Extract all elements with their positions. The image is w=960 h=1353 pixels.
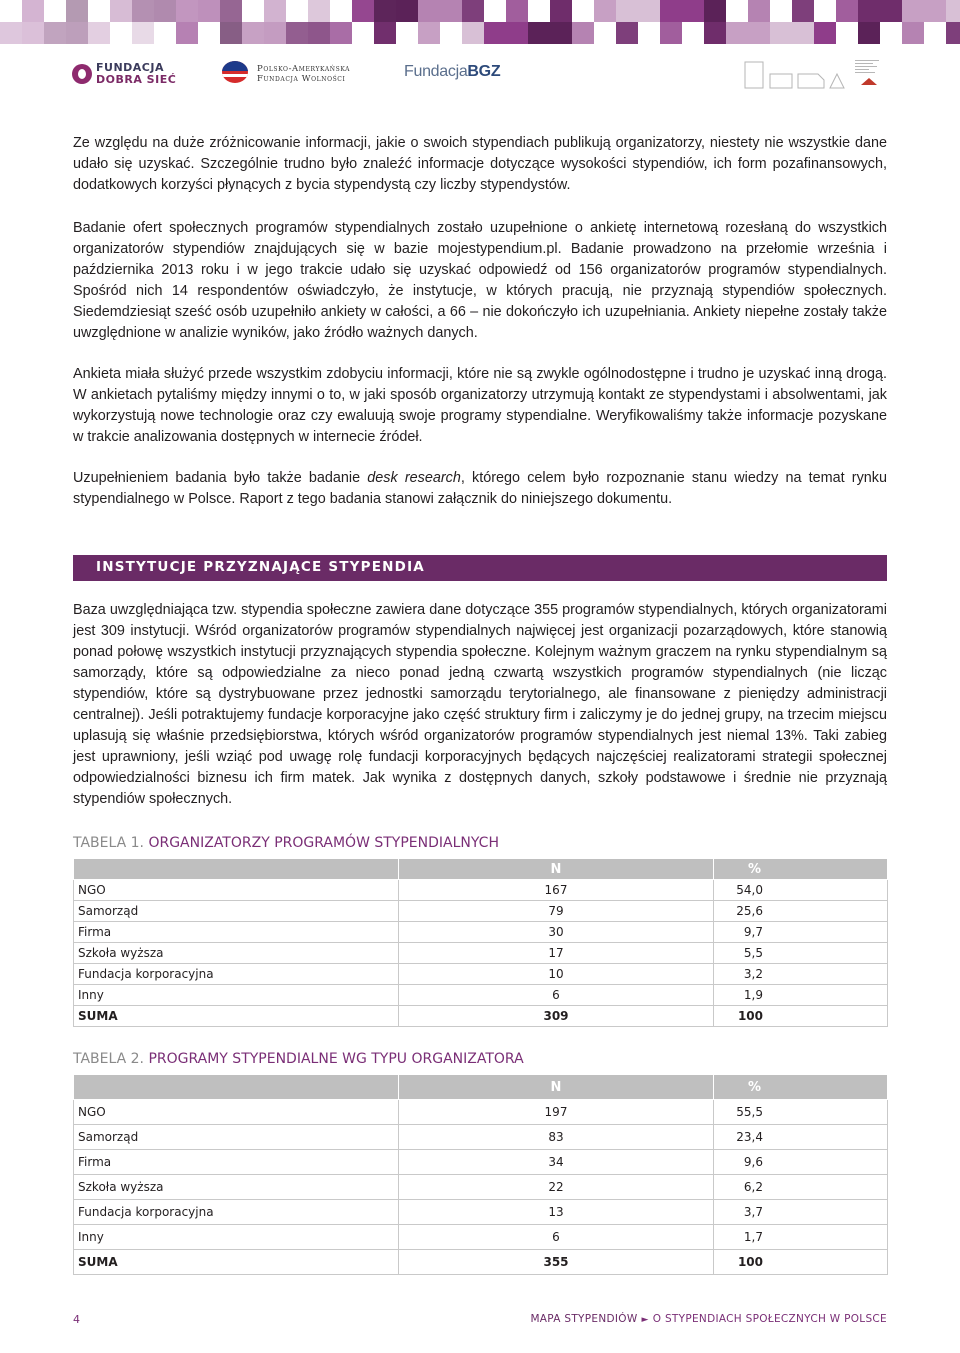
paragraph: Ankieta miała służyć przede wszystkim zdobyciu informacji, które nie są zwykle ogólnodostępne i trudno je uzyskać inną drogą. W ankietach pytaliśmy między innymi o to, w jaki sposób organizatorzy utrzymują kontakt ze stypendystami i absolwentami, jak wykorzystują nowe technologie oraz czy ewaluują swoje programy stypendialne. Weryfikowaliśmy także informacje pozyskane w trakcie analizowania dostępnych w internecie źródeł. [73, 366, 887, 445]
mosaic-tile [66, 0, 88, 22]
mosaic-tile [220, 22, 242, 44]
mosaic-tile [110, 0, 132, 22]
table-row [74, 1225, 888, 1250]
mosaic-tile [836, 0, 858, 22]
table [73, 1074, 888, 1275]
logo-text-line: DOBRA SIEĆ [96, 73, 177, 86]
mosaic-tile [660, 0, 682, 22]
row-label: Samorząd [74, 1125, 399, 1150]
mosaic-tile [22, 22, 44, 44]
arrow-right-icon: ► [641, 1315, 649, 1325]
mosaic-tile [88, 22, 110, 44]
text-run: , którego celem było rozpoznanie stanu wiedzy na temat rynku stypendialnego w Polsce. Raport z tego badania stanowi załącznik do niniejszego dokumentu. [73, 470, 887, 507]
document-shapes-icon [744, 60, 846, 90]
footer-subtitle: O STYPENDIACH SPOŁECZNYCH W POLSCE [652, 1313, 887, 1325]
running-footer [530, 1313, 887, 1325]
row-label: Szkoła wyższa [74, 943, 399, 964]
table-row [74, 1200, 888, 1225]
table-total-row [74, 1006, 888, 1027]
mosaic-tile [264, 0, 286, 22]
mosaic-tile [374, 0, 396, 22]
cell-n: 167 [399, 880, 714, 901]
logo-text-line: FUNDACJA [96, 61, 164, 74]
mosaic-tile [924, 0, 946, 22]
cell-pct: 5,5 [714, 943, 888, 964]
cell-n: 79 [399, 901, 714, 922]
mosaic-tile [132, 22, 154, 44]
mosaic-tile [616, 22, 638, 44]
row-label: NGO [74, 880, 399, 901]
mosaic-tile [748, 0, 770, 22]
cell-n: 83 [399, 1125, 714, 1150]
mosaic-tile [660, 22, 682, 44]
mosaic-tile [66, 22, 88, 44]
logo-text-line: Polsko-Amerykańska [257, 64, 351, 74]
cell-n: 6 [399, 1225, 714, 1250]
mosaic-tile [726, 22, 748, 44]
column-header [74, 859, 399, 880]
page-number: 4 [73, 1313, 80, 1326]
cell-pct: 9,6 [714, 1150, 888, 1175]
table-title: ORGANIZATORZY PROGRAMÓW STYPENDIALNYCH [148, 835, 499, 851]
table-header-row [74, 859, 888, 880]
cell-n: 13 [399, 1200, 714, 1225]
cell-n: 197 [399, 1100, 714, 1125]
table-row [74, 985, 888, 1006]
logo-text-bold: BGZ [467, 63, 501, 80]
header-mosaic-band [0, 0, 960, 44]
row-label: Szkoła wyższa [74, 1175, 399, 1200]
pafw-logo [222, 60, 352, 86]
mosaic-tile [682, 0, 704, 22]
column-header: % [714, 1075, 888, 1100]
text-run: Uzupełnieniem badania było także badanie [73, 470, 368, 486]
mosaic-tile [44, 22, 66, 44]
cell-n: 10 [399, 964, 714, 985]
table-caption [73, 835, 499, 851]
mosaic-tile [902, 0, 924, 22]
mosaic-tile [880, 0, 902, 22]
mosaic-tile [198, 0, 220, 22]
row-label: SUMA [74, 1006, 399, 1027]
mosaic-tile [418, 0, 440, 22]
mosaic-tile [946, 22, 960, 44]
table-total-row [74, 1250, 888, 1275]
mosaic-tile [440, 0, 462, 22]
cell-n: 309 [399, 1006, 714, 1027]
cell-pct: 100 [714, 1250, 888, 1275]
mosaic-tile [396, 0, 418, 22]
mosaic-tile [902, 22, 924, 44]
mosaic-tile [264, 22, 286, 44]
mosaic-tile [418, 22, 440, 44]
table-caption [73, 1051, 524, 1067]
table-label: TABELA 1. [73, 835, 144, 851]
mosaic-tile [814, 22, 836, 44]
table-row [74, 943, 888, 964]
mosaic-tile [638, 0, 660, 22]
cell-n: 30 [399, 922, 714, 943]
mosaic-tile [330, 22, 352, 44]
table-row [74, 1125, 888, 1150]
mosaic-tile [286, 22, 308, 44]
row-label: Inny [74, 1225, 399, 1250]
mosaic-tile [506, 22, 528, 44]
section-heading-bar [73, 555, 887, 581]
table-header-row [74, 1075, 888, 1100]
partner-mini-logo [855, 60, 883, 90]
text-run-italic: desk research [367, 470, 461, 486]
table-row [74, 1150, 888, 1175]
mosaic-tile [154, 0, 176, 22]
footer-title: MAPA STYPENDIÓW [530, 1313, 638, 1325]
mosaic-tile [220, 0, 242, 22]
fundacja-bgz-logo [404, 63, 500, 81]
column-header [74, 1075, 399, 1100]
mosaic-tile [176, 22, 198, 44]
row-label: Firma [74, 922, 399, 943]
cell-n: 355 [399, 1250, 714, 1275]
mosaic-tile [946, 0, 960, 22]
table [73, 858, 888, 1027]
cell-pct: 3,7 [714, 1200, 888, 1225]
cell-pct: 54,0 [714, 880, 888, 901]
row-label: Samorząd [74, 901, 399, 922]
cell-n: 22 [399, 1175, 714, 1200]
mosaic-tile [242, 22, 264, 44]
partner-roof-icon [855, 76, 883, 86]
table-row [74, 964, 888, 985]
mosaic-tile [462, 22, 484, 44]
row-label: Firma [74, 1150, 399, 1175]
mosaic-tile [484, 22, 506, 44]
cell-pct: 3,2 [714, 964, 888, 985]
cell-pct: 100 [714, 1006, 888, 1027]
paragraph: Badanie ofert społecznych programów stypendialnych zostało uzupełnione o ankietę internetową rozesłaną do wszystkich organizatorów stypendiów znajdujących się w bazie mojestypendium.pl. Badanie prowadzono na przełomie września i października 2013 roku i w jego trakcie udało się uzyskać odpowiedź od 156 organizatorów programów stypendialnych. Spośród nich 14 respondentów oświadczyło, że instytucje, w których pracują, nie przyznają stypendiów społecznych. Siedemdziesiąt sześć osób uzupełniło ankiety w całości, a 66 – nie dokończyło ich uzupełniania. Ankiety niepełne zostały także uwzględnione w analizie wyników, jako źródło ważnych danych. [73, 220, 887, 341]
row-label: NGO [74, 1100, 399, 1125]
flag-emblem-icon [222, 61, 248, 83]
mosaic-tile [308, 0, 330, 22]
mosaic-tile [748, 22, 770, 44]
table-row [74, 1100, 888, 1125]
table-row [74, 880, 888, 901]
column-header: N [399, 1075, 714, 1100]
cell-pct: 25,6 [714, 901, 888, 922]
mosaic-tile [704, 22, 726, 44]
mosaic-tile [594, 0, 616, 22]
table-label: TABELA 2. [73, 1051, 144, 1067]
logo-text-line: Fundacja Wolności [257, 74, 346, 84]
table-row [74, 901, 888, 922]
column-header: N [399, 859, 714, 880]
mosaic-tile [308, 22, 330, 44]
paragraph [73, 468, 887, 510]
mosaic-tile [22, 0, 44, 22]
cell-pct: 55,5 [714, 1100, 888, 1125]
mosaic-tile [352, 0, 374, 22]
table-title: PROGRAMY STYPENDIALNE WG TYPU ORGANIZATORA [148, 1051, 524, 1067]
mosaic-tile [462, 0, 484, 22]
fundacja-dobra-siec-mark-icon [72, 64, 92, 84]
cell-n: 17 [399, 943, 714, 964]
row-label: Fundacja korporacyjna [74, 1200, 399, 1225]
fundacja-dobra-siec-logo [72, 61, 177, 86]
cell-n: 6 [399, 985, 714, 1006]
cell-n: 34 [399, 1150, 714, 1175]
mosaic-tile [858, 0, 880, 22]
mosaic-tile [572, 22, 594, 44]
table-row [74, 1175, 888, 1200]
mosaic-tile [132, 0, 154, 22]
cell-pct: 9,7 [714, 922, 888, 943]
table-row [74, 922, 888, 943]
mosaic-tile [506, 0, 528, 22]
cell-pct: 1,9 [714, 985, 888, 1006]
section-heading: INSTYTUCJE PRZYZNAJĄCE STYPENDIA [96, 559, 425, 575]
mosaic-tile [550, 0, 572, 22]
mosaic-tile [528, 22, 550, 44]
mosaic-tile [616, 0, 638, 22]
mosaic-tile [0, 22, 22, 44]
cell-pct: 1,7 [714, 1225, 888, 1250]
mosaic-tile [176, 0, 198, 22]
mosaic-tile [374, 22, 396, 44]
mosaic-tile [792, 22, 814, 44]
mosaic-tile [770, 22, 792, 44]
cell-pct: 23,4 [714, 1125, 888, 1150]
mosaic-tile [550, 22, 572, 44]
mosaic-tile [792, 0, 814, 22]
paragraph: Ze względu na duże zróżnicowanie informacji, jakie o swoich stypendiach publikują organizatorzy, niestety nie wszystkie dane udało się uzyskać. Szczególnie trudno było znaleźć informacje dotyczące wysokości stypendiów, ich form pozafinansowych, dodatkowych korzyści płynących z bycia stypendystą czy liczby stypendystów. [73, 135, 887, 193]
mosaic-tile [704, 0, 726, 22]
row-label: Fundacja korporacyjna [74, 964, 399, 985]
row-label: Inny [74, 985, 399, 1006]
logo-text: Fundacja [404, 63, 468, 80]
row-label: SUMA [74, 1250, 399, 1275]
paragraph: Baza uwzględniająca tzw. stypendia społeczne zawiera dane dotyczące 355 programów stypendialnych, których organizatorami jest 309 instytucji. Wśród organizatorów programów stypendialnych najwięcej jest organizacji pozarządowych, które stanowią ponad połowę wszystkich instytucji przyznających stypendia społeczne. Kolejnym ważnym graczem na rynku stypendialnym są samorządy, które są odpowiedzialne za nieco ponad jedną czwartą wszystkich programów stypendialnych (nie licząc stypendiów, które są dystrybuowane przez jednostki samorządu terytorialnego, ale finansowane z pieniędzy administracji centralnej). Jeśli potraktujemy fundacje korporacyjne jako część struktury firm i zaliczymy je do jednej grupy, na trzecim miejscu uplasują się właśnie przedsiębiorstwa, których wśród organizatorów programów stypendialnych jest niemal 13%. Taki zabieg jest uprawniony, jeśli wziąć pod uwagę rolę fundacji korporacyjnych będących najczęściej realizatorami strategii społecznej odpowiedzialności biznesu ich firm matek. Jak wynika z dostępnych danych, szkoły podstawowe i średnie nie przyznają stypendiów społecznych. [73, 602, 887, 807]
cell-pct: 6,2 [714, 1175, 888, 1200]
column-header: % [714, 859, 888, 880]
mosaic-tile [858, 22, 880, 44]
